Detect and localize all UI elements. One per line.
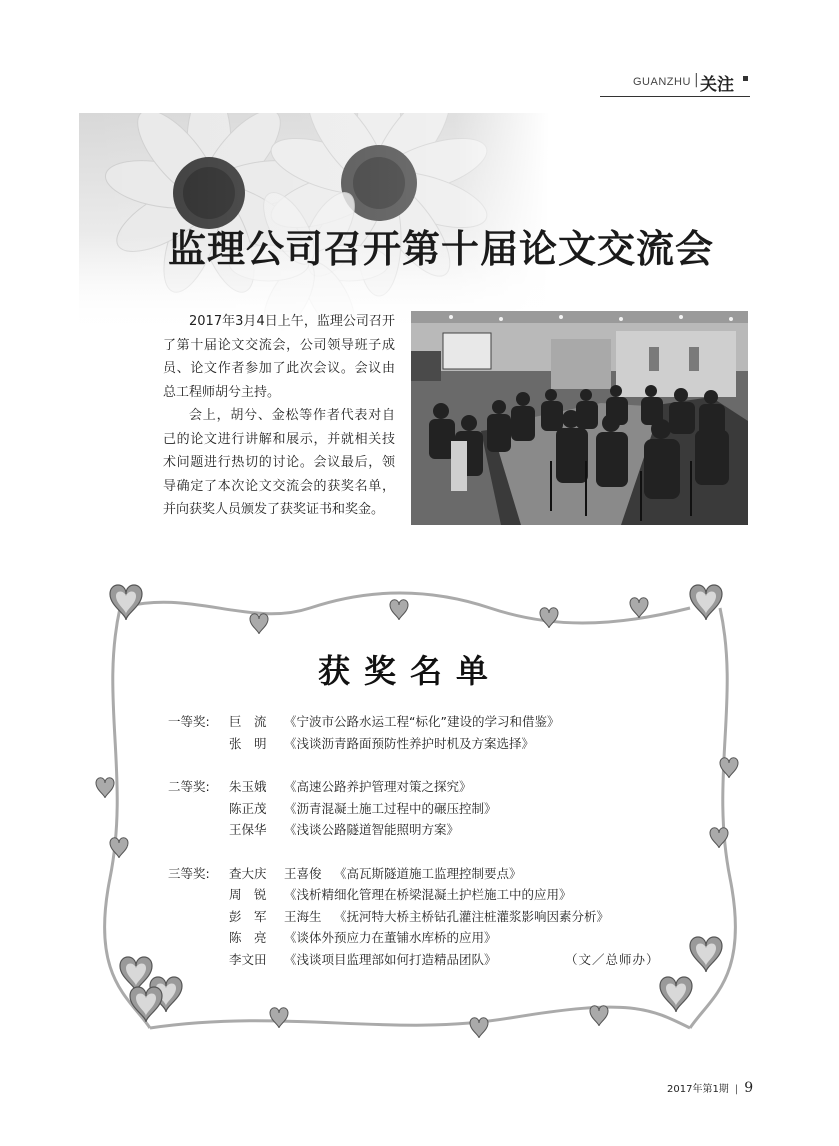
article-body [163, 310, 395, 522]
list-item [168, 884, 688, 906]
author-name: 朱玉娥 [229, 779, 267, 794]
meeting-photo [411, 311, 748, 525]
author-name: 查大庆 [229, 865, 267, 881]
square-bullet-icon [743, 76, 748, 81]
list-item [168, 819, 688, 841]
paper-title: 《浅析精细化管理在桥梁混凝土护栏施工中的应用》 [284, 887, 572, 902]
footer-separator: | [734, 1084, 739, 1095]
author-name: 李文田 [229, 951, 267, 967]
award-level: 二等奖: [168, 779, 210, 794]
body-paragraph: 2017年3月4日上午，监理公司召开了第十届论文交流会，公司领导班子成员、论文作者参加了此次会议。会议由总工程师胡兮主持。 [163, 314, 395, 400]
author-name: 周 锐 [229, 887, 267, 902]
paper-title: 《高瓦斯隧道施工监理控制要点》 [334, 865, 522, 881]
article-title: 监理公司召开第十届论文交流会 [168, 227, 715, 271]
author-name: 陈 亮 [229, 930, 267, 945]
section-tag-separator: | [694, 72, 699, 88]
section-tag-cn: 关注 [700, 75, 734, 95]
award-list [168, 711, 688, 970]
award-list-title: 获奖名单 [318, 652, 503, 690]
author-name: 张 明 [229, 735, 267, 751]
paper-title: 《宁波市公路水运工程“标化”建设的学习和借鉴》 [284, 714, 560, 729]
paper-title: 《谈体外预应力在董铺水库桥的应用》 [284, 930, 497, 945]
author-name: 王保华 [229, 822, 267, 837]
paper-title: 《高速公路养护管理对策之探究》 [284, 779, 472, 794]
author-name: 陈正茂 [229, 800, 267, 816]
section-tag [600, 72, 750, 97]
list-item [168, 798, 688, 820]
list-item [168, 906, 688, 928]
article-credit: （文／总师办） [565, 951, 660, 967]
award-level: 三等奖: [168, 865, 210, 881]
list-item [168, 776, 688, 798]
paper-title: 《抚河特大桥主桥钻孔灌注桩灌浆影响因素分析》 [334, 908, 610, 924]
section-tag-en: GUANZHU [633, 76, 691, 88]
page-footer [667, 1080, 753, 1096]
author-name: 彭 军 [229, 908, 267, 924]
paper-title: 《浅谈项目监理部如何打造精品团队》 [284, 951, 497, 967]
page-number: 9 [744, 1080, 754, 1096]
paper-title: 《浅谈公路隧道智能照明方案》 [284, 822, 460, 837]
list-item [168, 949, 688, 971]
award-level: 一等奖: [168, 714, 210, 729]
list-item [168, 927, 688, 949]
issue-label: 2017年第1期 [667, 1084, 729, 1095]
paper-title: 《浅谈沥青路面预防性养护时机及方案选择》 [284, 735, 535, 751]
list-item [168, 733, 688, 755]
body-paragraph: 会上，胡兮、金松等作者代表对自己的论文进行讲解和展示，并就相关技术问题进行热切的讨论。会议最后，领导确定了本次论文交流会的获奖名单，并向获奖人员颁发了获奖证书和奖金。 [163, 408, 395, 517]
list-item [168, 711, 688, 733]
co-author-name: 王喜俊 [284, 865, 322, 881]
author-name: 巨 流 [229, 714, 267, 729]
meeting-room-image [411, 311, 748, 525]
paper-title: 《沥青混凝土施工过程中的碾压控制》 [284, 800, 497, 816]
list-item [168, 863, 688, 885]
co-author-name: 王海生 [284, 908, 322, 924]
